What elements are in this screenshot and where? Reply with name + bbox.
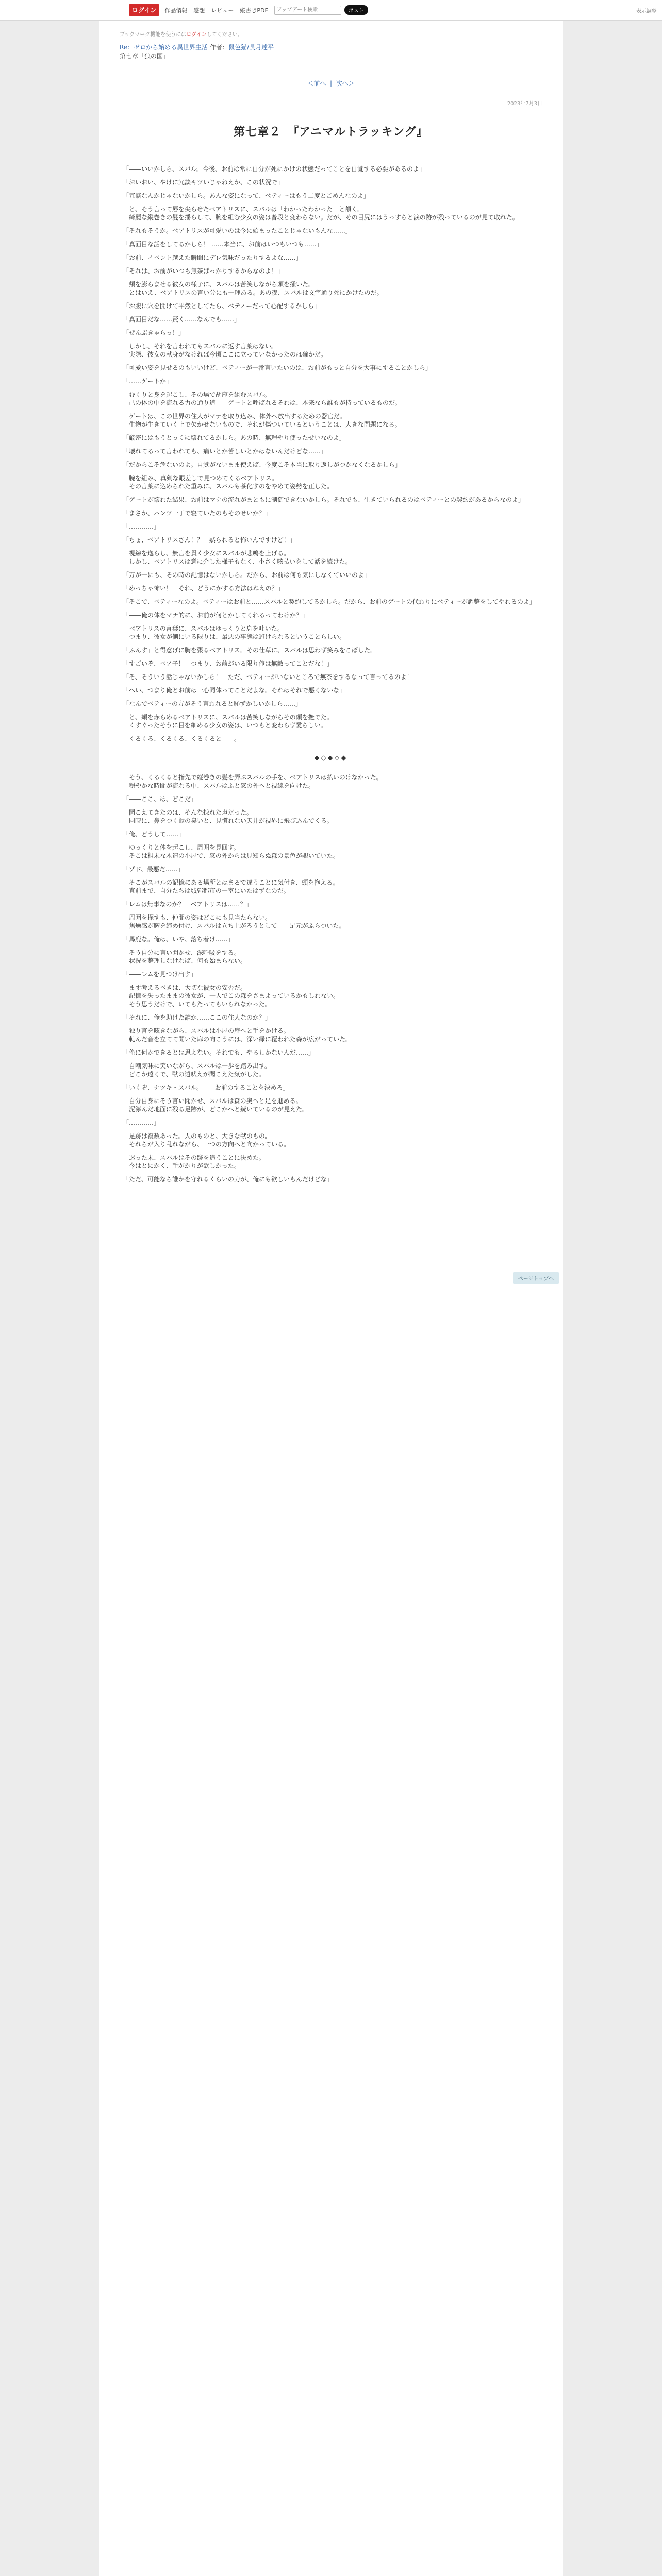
body-paragraph: 「ゲートが壊れた結果、お前はマナの流れがまともに制御できないかしら。それでも、生きていられるのはベティーとの契約があるからなのよ」: [123, 496, 525, 503]
body-paragraph: 「それもそうか。ベアトリスが可愛いのは今に始まったことじゃないもんな……」: [123, 227, 352, 234]
body-paragraph: と、そう言って唇を尖らせたベアトリスに、スバルは「わかったわかった」と頷く。 綺麗な縦巻きの髪を揺らして、腕を組む少女の姿は普段と変わらない。だが、その目尻にはうっすらと涙の跡が残っているのが見て取れた。: [123, 206, 519, 221]
body-paragraph: 周囲を探すも、仲間の姿はどこにも見当たらない。 焦燥感が胸を締め付け、スバルは立ち上がろうとして――足元がふらついた。: [123, 914, 345, 929]
search-input[interactable]: [274, 6, 341, 15]
body-paragraph: 足跡は複数あった。人のものと、大きな獣のもの。 それらが入り乱れながら、一つの方向へと向かっている。: [123, 1132, 290, 1148]
body-paragraph: 頬を膨らませる彼女の様子に、スバルは苦笑しながら頭を掻いた。 とはいえ、ベアトリスの言い分にも一理ある。あの夜、スバルは文字通り死にかけたのだ。: [123, 281, 383, 296]
body-paragraph: 独り言を呟きながら、スバルは小屋の扉へと手をかける。 軋んだ音を立てて開いた扉の向こうには、深い緑に覆われた森が広がっていた。: [123, 1027, 352, 1043]
body-paragraph: 腕を組み、真剣な眼差しで見つめてくるベアトリス。 その言葉に込められた重みに、スバルも茶化すのをやめて姿勢を正した。: [123, 474, 334, 490]
top-navigation-bar: [0, 0, 662, 21]
body-paragraph: まず考えるべきは、大切な彼女の安否だ。 記憶を失ったままの彼女が、一人でこの森をさまよっているかもしれない。 そう思うだけで、いてもたってもいられなかった。: [123, 984, 340, 1008]
body-paragraph: 「いくぞ、ナツキ・スバル。――お前のすることを決めろ」: [123, 1084, 289, 1091]
body-paragraph: 「それは、お前がいつも無茶ばっかりするからなのよ！」: [123, 267, 284, 275]
body-paragraph: 「――ここ、は、どこだ」: [123, 795, 197, 803]
body-paragraph: 「レムは無事なのか？ ベアトリスは……？」: [123, 901, 253, 908]
body-paragraph: 自嘲気味に笑いながら、スバルは一歩を踏み出す。 どこか遠くで、獣の遠吠えが聞こえた気がした。: [123, 1062, 271, 1078]
body-paragraph: 「それに、俺を助けた誰か……ここの住人なのか？」: [123, 1014, 272, 1021]
body-paragraph: 「めっちゃ怖い！ それ、どうにかする方法はねえの？」: [123, 585, 284, 592]
scene-separator: ◆◇◆◇◆: [314, 754, 348, 762]
body-paragraph: そう、くるくると指先で縦巻きの髪を弄ぶスバルの手を、ベアトリスは払いのけなかった。 穏やかな時間が流れる中、スバルはふと窓の外へと視線を向けた。: [123, 774, 383, 789]
nav-item-work-info[interactable]: 作品情報: [164, 7, 188, 14]
publish-date: 2023年7月3日: [507, 101, 542, 107]
body-paragraph: 「ゾド、最悪だ……」: [123, 866, 184, 873]
body-paragraph: 「真面目だな……賢く……なんでも……」: [123, 316, 241, 323]
display-settings-link[interactable]: 表示調整: [636, 9, 657, 14]
body-paragraph: 「馬鹿な。俺は、いや、落ち着け……」: [123, 936, 234, 943]
body-paragraph: ゆっくりと体を起こし、周囲を見回す。 そこは粗末な木造の小屋で、窓の外からは見知らぬ森の景色が覗いていた。: [123, 844, 339, 859]
body-paragraph: 「ちょ、ベアトリスさん！？ 黙られると怖いんですけど！」: [123, 536, 296, 544]
body-paragraph: 「へい、つまり俺とお前は一心同体ってことだよな。それはそれで悪くないな」: [123, 687, 346, 694]
body-paragraph: そう自分に言い聞かせ、深呼吸をする。 状況を整理しなければ、何も始まらない。: [123, 949, 247, 964]
breadcrumb: [120, 43, 542, 52]
login-button[interactable]: ログイン: [129, 4, 159, 16]
body-paragraph: 自分自身にそう言い聞かせ、スバルは森の奥へと足を進める。 泥濘んだ地面に残る足跡が、どこかへと続いているのが見えた。: [123, 1097, 309, 1113]
body-paragraph: 「……ゲートか」: [123, 378, 173, 385]
body-paragraph: 「…………」: [123, 1119, 160, 1126]
body-paragraph: 「だからこそ危ないのよ。自覚がないまま使えば、今度こそ本当に取り返しがつかなくなるかしら」: [123, 461, 402, 468]
body-paragraph: 「万が一にも、その時の記憶はないかしら。だから、お前は何も気にしなくていいのよ」: [123, 571, 371, 579]
body-paragraph: 「なんでベティーの方がそう言われると恥ずかしいかしら……」: [123, 700, 302, 707]
body-paragraph: 「俺、どうして……」: [123, 831, 185, 838]
body-paragraph: 迷った末、スバルはその跡を追うことに決めた。 今はとにかく、手がかりが欲しかった。: [123, 1154, 266, 1170]
body-paragraph: 「そ、そういう話じゃないかしら！ ただ、ベティーがいないところで無茶をするなって言ってるのよ！」: [123, 673, 419, 681]
prev-chapter-link[interactable]: ＜前へ: [307, 80, 326, 87]
body-paragraph: 「可愛い姿を見せるのもいいけど、ベティーが一番言いたいのは、お前がもっと自分を大事にすることかしら」: [123, 364, 432, 371]
body-paragraph: 聞こえてきたのは、そんな掠れた声だった。 同時に、鼻をつく獣の臭いと、見慣れない天井が視界に飛び込んでくる。: [123, 809, 334, 824]
body-paragraph: 「ただ、可能なら誰かを守れるくらいの力が、俺にも欲しいもんだけどな」: [123, 1176, 334, 1183]
x-post-button[interactable]: ポスト: [344, 5, 368, 15]
paragraph-group-b: [123, 773, 539, 1183]
body-paragraph: しかし、それを言われてもスバルに返す言葉はない。 実際、彼女の献身がなければ今頃ここに立っていなかったのは確かだ。: [123, 343, 327, 358]
body-paragraph: 「そこで、ベティーなのよ。ベティーはお前と……スバルと契約してるかしら。だから、お前のゲートの代わりにベティーが調整をしてやれるのよ」: [123, 598, 536, 605]
main-content: [99, 21, 563, 2576]
episode-body: [120, 165, 542, 1183]
body-paragraph: 視線を逸らし、無言を貫く少女にスバルが悲鳴を上げる。 しかし、ベアトリスは意に介した様子もなく、小さく咳払いをして話を続けた。: [123, 550, 352, 565]
breadcrumb-author-label: 作者：: [210, 44, 229, 51]
nav-item-impressions[interactable]: 感想: [193, 7, 205, 14]
body-paragraph: 「ふんす」と得意げに胸を張るベアトリス。その仕草に、スバルは思わず笑みをこぼした。: [123, 647, 377, 654]
breadcrumb-work-link[interactable]: Re：ゼロから始める異世界生活: [120, 44, 208, 51]
chapter-navigation: ＜前へ | 次へ＞: [307, 80, 355, 87]
body-paragraph: 「――いいかしら、スバル。今後、お前は常に自分が死にかけの状態だってことを自覚する必要があるのよ」: [123, 165, 426, 173]
notice-suffix: してください。: [206, 32, 243, 38]
body-paragraph: 「お前、イベント越えた瞬間にデレ気味だったりするよな……」: [123, 254, 302, 261]
body-paragraph: 「冗談なんかじゃないかしら。あんな姿になって、ベティーはもう二度とごめんなのよ」: [123, 192, 370, 199]
notice-login-link[interactable]: ログイン: [186, 32, 207, 38]
body-paragraph: 「俺に何かできるとは思えない。それでも、やるしかないんだ……」: [123, 1049, 315, 1056]
nav-item-reviews[interactable]: レビュー: [211, 7, 234, 14]
breadcrumb-chapter: [120, 52, 542, 60]
episode-title: 第七章２ 『アニマルトラッキング』: [234, 125, 428, 139]
body-paragraph: ベアトリスの言葉に、スバルはゆっくりと息を吐いた。 つまり、彼女が側にいる限りは、最悪の事態は避けられるということらしい。: [123, 625, 346, 640]
body-paragraph: 「すごいぞ、ベア子！ つまり、お前がいる限り俺は無敵ってことだな！」: [123, 660, 333, 667]
body-paragraph: 「厳密にはもうとっくに壊れてるかしら。あの時、無理やり使ったせいなのよ」: [123, 434, 345, 442]
body-paragraph: 「おいおい、やけに冗談キツいじゃねえか、この状況で」: [123, 179, 284, 186]
body-paragraph: 「壊れてるって言われても、痛いとか苦しいとかはないんだけどな……」: [123, 448, 327, 455]
breadcrumb-chapter-line: 第七章「狼の国」: [120, 53, 170, 60]
body-paragraph: 「――俺の体をマナ的に、お前が何とかしてくれるってわけか？」: [123, 612, 309, 619]
notice-prefix: ブックマーク機能を使うには: [120, 32, 187, 38]
nav-item-vertical-pdf[interactable]: 縦書きPDF: [240, 7, 268, 14]
body-paragraph: 「まさか、パンツ一丁で寝ていたのもそのせいか？」: [123, 510, 272, 517]
body-paragraph: 「ぜんぶきゃらっ！」: [123, 329, 185, 336]
body-paragraph: むくりと身を起こし、その場で胡座を組むスバル。 己の体の中を流れる力の通り道――ゲートと呼ばれるそれは、本来なら誰もが持っているものだ。: [123, 391, 402, 406]
breadcrumb-author-link[interactable]: 鼠色猫/長月達平: [228, 44, 274, 51]
body-paragraph: くるくる、くるくる、くるくると――。: [123, 735, 241, 742]
bookmark-notice: [120, 30, 542, 38]
body-paragraph: 「お腹に穴を開けて平然としてたら、ベティーだって心配するかしら」: [123, 302, 321, 310]
body-paragraph: 「…………」: [123, 523, 160, 530]
next-chapter-link[interactable]: 次へ＞: [336, 80, 355, 87]
page-top-button[interactable]: ページトップへ: [513, 1272, 559, 1284]
body-paragraph: と、頬を赤らめるベアトリスに、スバルは苦笑しながらその頭を撫でた。 くすぐったそうに目を細める少女の姿は、いつもと変わらず愛らしい。: [123, 714, 333, 729]
body-paragraph: そこがスバルの記憶にある場所とはまるで違うことに気付き、頭を抱える。 直前まで、自分たちは城郭都市の一室にいたはずなのだ。: [123, 879, 339, 894]
body-paragraph: ゲートは、この世界の住人がマナを取り込み、体外へ放出するための器官だ。 生物が生きていく上で欠かせないもので、それが傷ついているということは、大きな問題になる。: [123, 413, 401, 428]
body-paragraph: 「――レムを見つけ出す」: [123, 971, 197, 978]
paragraph-group-a: [123, 165, 539, 743]
body-paragraph: 「真面目な話をしてるかしら！ ……本当に、お前はいつもいつも……」: [123, 241, 323, 248]
